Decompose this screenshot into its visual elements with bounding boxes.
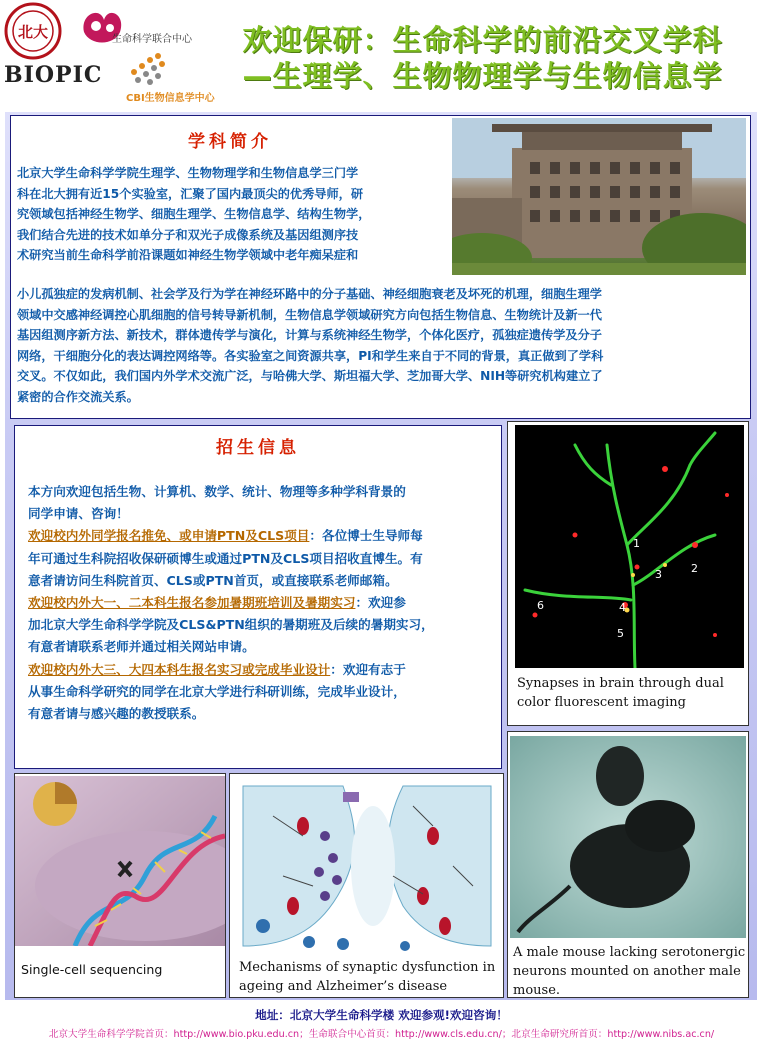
building-illustration (452, 118, 746, 275)
footer-links[interactable]: 北京大学生命科学学院首页：http://www.bio.pku.edu.cn；生命联合中心首页：http://www.cls.edu.cn/；北京生命研究所首页：http://www.nibs.ac.cn/ (48, 1029, 715, 1040)
admission-line: 欢迎校内外大三、大四本科生报名实习或完成毕业设计：欢迎有志于 (28, 661, 406, 677)
intro-line: 交叉。不仅如此，我们国内外学术交流广泛，与哈佛大学、斯坦福大学、芝加哥大学、NIH等研究机构建立了 (17, 369, 603, 384)
synapse-label: 5 (617, 627, 624, 640)
admission-line: 有意者请联系老师并通过相关网站申请。 (28, 639, 255, 655)
admission-line: 欢迎校内外同学报名推免、或申请PTN及CLS项目：各位博士生导师每 (28, 528, 423, 544)
dna-sequencing-image (15, 776, 225, 946)
admission-line: 从事生命科学研究的同学在北京大学进行科研训练，完成毕业设计， (28, 683, 406, 699)
building-photo (452, 118, 746, 275)
intro-line: 基因组测序新方法、新技术，群体遗传学与演化，计算与系统神经生物学，个体化医疗，孤独症遗传学及分子 (17, 328, 602, 343)
poster-title-line1: 欢迎保研：生命科学的前沿交叉学科 (242, 23, 723, 57)
synapse-label: 1 (633, 537, 640, 550)
biopic-logo: BIOPIC (4, 62, 103, 88)
intro-line: 科在北大拥有近15个实验室，汇聚了国内最顶尖的优秀导师，研 (17, 186, 364, 201)
intro-line: 我们结合先进的技术如单分子和双光子成像系统及基因组测序技 (17, 227, 359, 242)
intro-line: 网络，干细胞分化的表达调控网络等。各实验室之间资源共享，PI和学生来自于不同的背景，真正做到了学科 (17, 348, 604, 363)
synaptic-caption: Mechanisms of synaptic dysfunction in ageing and Alzheimer’s disease (239, 960, 496, 994)
pku-seal-logo (4, 2, 62, 60)
admission-text (28, 481, 498, 725)
poster-title-line2: —生理学、生物物理学与生物信息学 (242, 59, 723, 93)
sequencing-caption: Single-cell sequencing (21, 962, 163, 977)
admission-heading: 招生信息 (216, 438, 300, 458)
synapse-image (515, 425, 744, 668)
internship-link[interactable]: 欢迎校内外大三、大四本科生报名实习或完成毕业设计 (28, 661, 331, 677)
mouse-caption: A male mouse lacking serotonergic neurons mounted on another male mouse. (513, 945, 746, 998)
intro-line: 小儿孤独症的发病机制、社会学及行为学在神经环路中的分子基础、神经细胞衰老及坏死的机理，细胞生理学 (17, 287, 602, 301)
admission-line: 本方向欢迎包括生物、计算机、数学、统计、物理等多种学科背景的 (28, 484, 406, 499)
synapse-label: 3 (655, 568, 662, 581)
svg-text:北大: 北大 (17, 23, 49, 41)
intro-text-top (17, 163, 447, 266)
intro-line: 紧密的合作交流关系。 (17, 389, 139, 404)
admission-line: 加北京大学生命科学学院及CLS&PTN组织的暑期班及后续的暑期实习， (28, 617, 434, 633)
admission-line: 意者请访问生科院首页、CLS或PTN首页，或直接联系老师邮箱。 (28, 572, 398, 588)
admission-line: 同学申请、咨询！ (28, 506, 129, 522)
intro-line: 北京大学生命科学学院生理学、生物物理学和生物信息学三门学 (17, 166, 359, 180)
synaptic-diagram (233, 776, 501, 954)
intro-text-full (17, 284, 749, 408)
synapse-label: 4 (619, 601, 626, 614)
mouse-image (510, 736, 746, 938)
footer-address: 地址：北京大学生命科学楼 欢迎参观!欢迎咨询！ (255, 1008, 508, 1022)
cbi-dots-icon (124, 50, 172, 88)
cbi-logo-text: CBI生物信息学中心 (126, 93, 215, 104)
intro-line: 术研究当前生命科学前沿课题如神经生物学领域中老年痴呆症和 (17, 248, 359, 263)
admission-line: 年可通过生科院招收保研硕博生或通过PTN及CLS项目招收直博生。有 (28, 550, 423, 566)
center-logo-icon (74, 2, 206, 54)
synapse-caption: Synapses in brain through dual color fluorescent imaging (517, 676, 724, 710)
intro-line: 究领域包括神经生物学、细胞生理学、生物信息学、结构生物学， (17, 207, 371, 222)
admission-line: 有意者请与感兴趣的教授联系。 (28, 706, 205, 722)
synapse-label: 2 (691, 562, 698, 575)
intro-line: 领域中交感神经调控心肌细胞的信号转导新机制，生物信息学领域研究方向包括生物信息、生物统计及新一代 (17, 307, 602, 322)
admission-line: 欢迎校内外大一、二本科生报名参加暑期班培训及暑期实习：欢迎参 (28, 595, 406, 611)
recommend-link[interactable]: 欢迎校内外同学报名推免、或申请PTN及CLS项目 (28, 528, 310, 544)
summer-program-link[interactable]: 欢迎校内外大一、二本科生报名参加暑期班培训及暑期实习 (28, 595, 356, 611)
synapse-label: 6 (537, 599, 544, 612)
center-logo-text: 生命科学联合中心 (112, 34, 192, 45)
intro-heading: 学科简介 (188, 132, 272, 152)
